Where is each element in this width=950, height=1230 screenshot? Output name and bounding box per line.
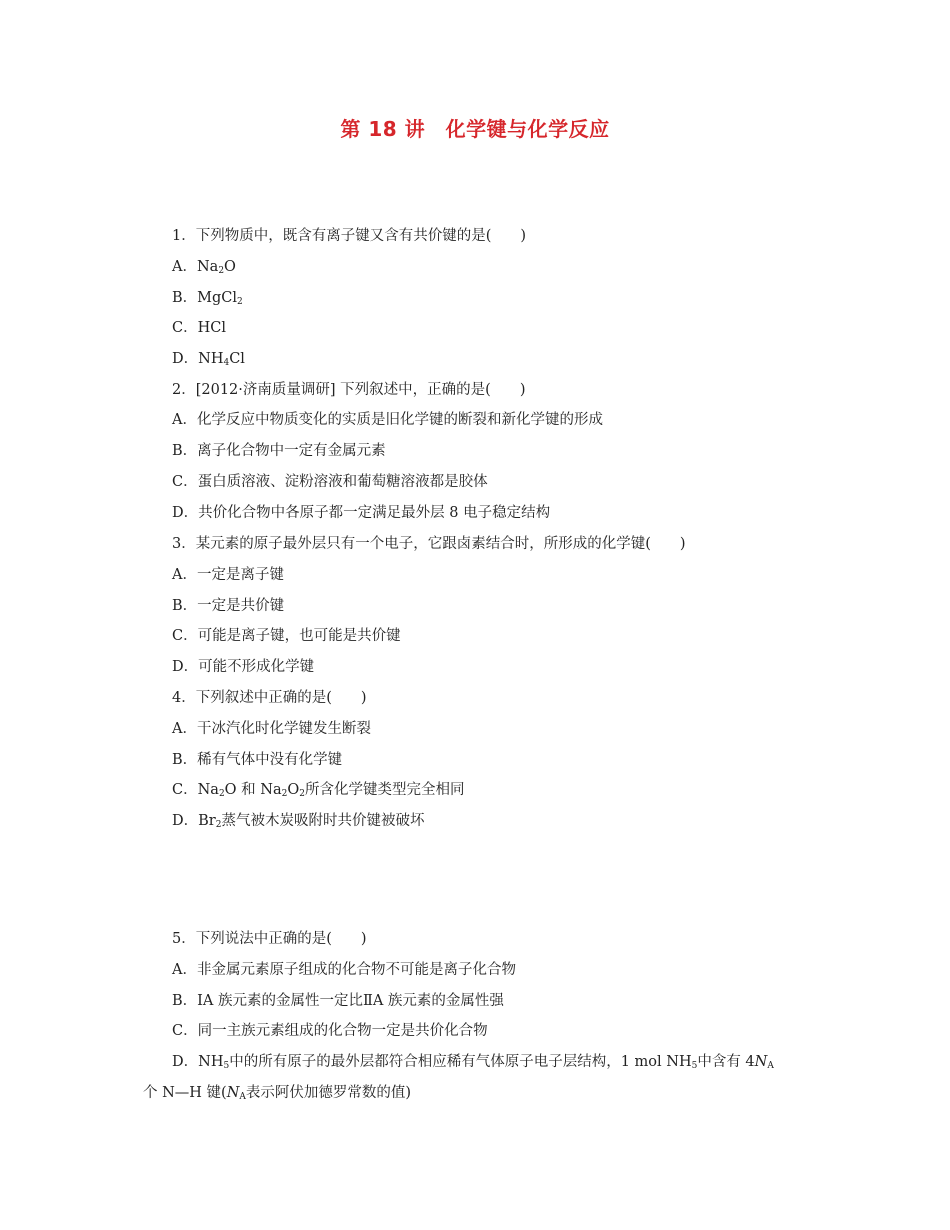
question-2-option-d: D．共价化合物中各原子都一定满足最外层 8 电子稳定结构 (172, 505, 551, 521)
question-3-stem: 3．某元素的原子最外层只有一个电子，它跟卤素结合时，所形成的化学键( ) (172, 536, 686, 552)
question-3-option-a: A．一定是离子键 (172, 567, 284, 583)
question-1-option-c: C．HCl (172, 320, 226, 336)
question-5-option-b: B．ⅠA 族元素的金属性一定比ⅡA 族元素的金属性强 (172, 993, 504, 1009)
question-3-option-b: B．一定是共价键 (172, 598, 285, 614)
question-5-option-d: D．$NH_5$中的所有原子的最外层都符合相应稀有气体原子电子层结构，1 mol $NH_5$中含有 $4N_A$ (172, 1054, 774, 1071)
question-1-option-d: D．$NH_4Cl$ (172, 351, 245, 368)
page-title: 第 18 讲 化学键与化学反应 (340, 117, 610, 141)
question-1-stem: 1．下列物质中，既含有离子键又含有共价键的是( ) (172, 228, 527, 244)
question-2-stem: 2．[2012·济南质量调研] 下列叙述中，正确的是( ) (172, 382, 526, 398)
question-4-option-d: D．$Br_2$蒸气被木炭吸附时共价键被破坏 (172, 813, 425, 830)
question-2-option-b: B．离子化合物中一定有金属元素 (172, 443, 386, 459)
question-2-option-a: A．化学反应中物质变化的实质是旧化学键的断裂和新化学键的形成 (172, 412, 603, 428)
question-1-option-a: A．$Na_2O$ (172, 259, 236, 276)
question-4-stem: 4．下列叙述中正确的是( ) (172, 690, 367, 706)
question-4-option-c: C．$Na_2O$ 和 $Na_2O_2$所含化学键类型完全相同 (172, 782, 465, 799)
question-4-option-a: A．干冰汽化时化学键发生断裂 (172, 721, 371, 737)
question-4-option-b: B．稀有气体中没有化学键 (172, 752, 343, 768)
question-3-option-c: C．可能是离子键，也可能是共价键 (172, 628, 401, 644)
question-5-option-a: A．非金属元素原子组成的化合物不可能是离子化合物 (172, 962, 516, 978)
question-5-stem: 5．下列说法中正确的是( ) (172, 931, 367, 947)
question-5-option-c: C．同一主族元素组成的化合物一定是共价化合物 (172, 1023, 488, 1039)
question-1-option-b: B．MgCl$_2$ (172, 290, 243, 307)
question-2-option-c: C．蛋白质溶液、淀粉溶液和葡萄糖溶液都是胶体 (172, 474, 488, 490)
question-3-option-d: D．可能不形成化学键 (172, 659, 315, 675)
question-5-option-d-continued: 个 N—H 键($N_A$表示阿伏加德罗常数的值) (143, 1085, 412, 1102)
